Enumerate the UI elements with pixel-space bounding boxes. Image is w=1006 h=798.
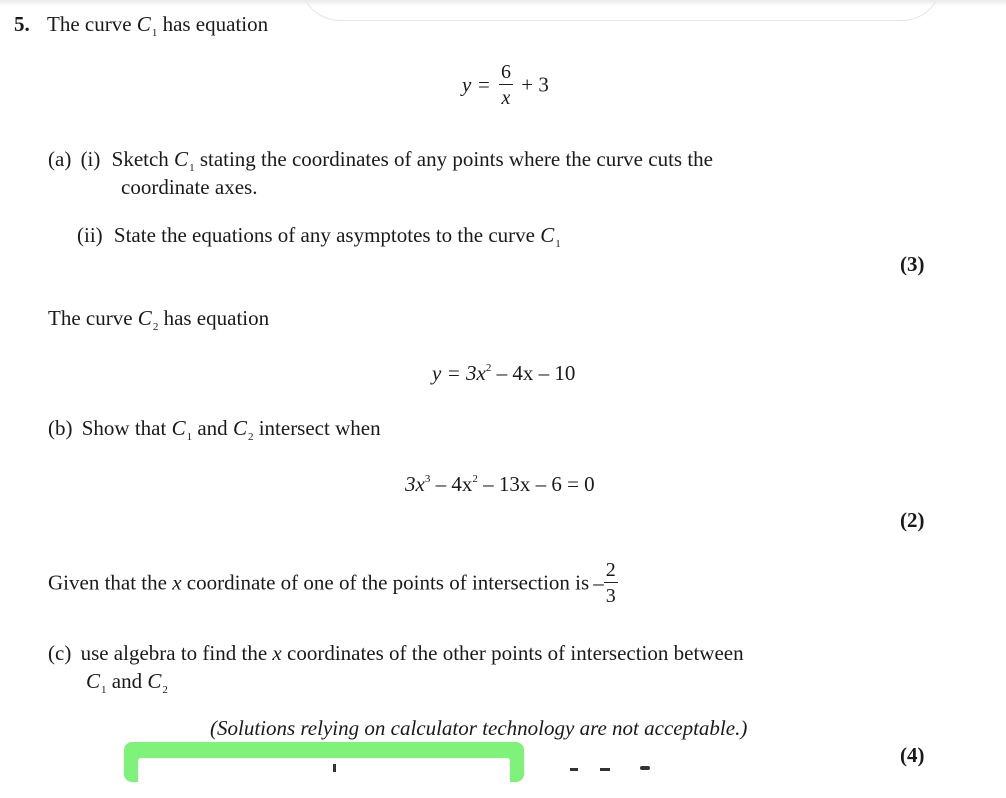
curve-symbol: C [136, 12, 151, 36]
eq2-lhs: y = 3x [432, 361, 486, 385]
top-overlay-shape [300, 0, 942, 21]
part-b-post: intersect when [258, 416, 381, 440]
curve-symbol: C [232, 416, 247, 440]
handwriting-stroke [333, 764, 336, 772]
part-a-ii [77, 223, 561, 250]
part-c-x: x [272, 641, 282, 665]
part-c-pre: use algebra to find the [80, 641, 268, 665]
question-header [14, 12, 268, 39]
part-a-ii-label: (ii) [77, 223, 103, 247]
c2-intro-text: The curve [48, 306, 133, 330]
eq1-lhs: y = [462, 72, 491, 97]
given-denominator: 3 [605, 585, 616, 607]
equation-cubic [405, 472, 595, 497]
part-a-label: (a) [48, 147, 72, 171]
handwriting-stroke [640, 766, 650, 770]
eq3-exp2: 2 [472, 473, 478, 485]
eq1-tail: + 3 [521, 72, 549, 97]
curve-symbol: C [174, 147, 189, 171]
eq1-denominator: x [501, 87, 511, 109]
answer-box-inner[interactable] [138, 758, 510, 798]
handwriting-stroke [600, 768, 610, 771]
given-numerator: 2 [605, 559, 616, 581]
curve-subscript: 1 [189, 162, 195, 174]
given-statement [48, 560, 621, 606]
equation-c2 [432, 361, 575, 386]
eq1-numerator: 6 [501, 61, 511, 83]
curve-symbol: C [171, 416, 186, 440]
eq1-fraction [499, 62, 513, 108]
curve-subscript: 2 [152, 321, 159, 333]
curve-symbol: C [137, 306, 152, 330]
part-c-label: (c) [48, 641, 72, 665]
curve-subscript: 1 [151, 27, 158, 39]
and-text: and [111, 669, 143, 693]
intro-text: The curve [47, 12, 132, 36]
part-a-ii-text: State the equations of any asymptotes to the curve [113, 223, 535, 247]
given-x: x [172, 570, 182, 595]
curve-subscript: 2 [162, 684, 168, 696]
and-text: and [197, 416, 228, 440]
curve-subscript: 2 [247, 431, 254, 443]
curve-symbol: C [540, 223, 555, 247]
curve-symbol: C [86, 669, 101, 693]
has-equation-text: has equation [162, 12, 269, 36]
part-c-line2 [86, 669, 168, 696]
given-sign: – [593, 570, 604, 595]
given-pre: Given that the [48, 570, 167, 595]
handwriting-stroke [570, 768, 578, 771]
curve-subscript: 1 [186, 431, 193, 443]
eq3-term1: 3x [405, 472, 425, 496]
mark-a: (3) [900, 252, 925, 276]
part-b-label: (b) [48, 416, 73, 440]
eq2-tail: – 4x – 10 [496, 361, 576, 385]
part-c [48, 641, 744, 666]
eq2-exponent: 2 [485, 362, 492, 374]
question-number: 5. [14, 12, 30, 36]
eq3-exp1: 3 [424, 473, 431, 485]
curve-symbol: C [147, 669, 162, 693]
eq3-term3: – 13x – 6 = 0 [477, 472, 595, 496]
given-post: coordinate of one of the points of intersection is [186, 570, 590, 595]
part-c-post: coordinates of the other points of intersection between [287, 641, 744, 665]
answer-box-overlay[interactable] [124, 742, 524, 782]
part-b [48, 416, 381, 443]
calculator-note: (Solutions relying on calculator technology are not acceptable.) [210, 716, 748, 740]
equation-c1 [462, 62, 549, 108]
part-a-i-text: stating the coordinates of any points where the curve cuts the [199, 147, 713, 171]
mark-b: (2) [900, 508, 925, 532]
has-equation-text: has equation [163, 306, 270, 330]
part-a-i-text-line2: coordinate axes. [121, 175, 258, 199]
mark-c: (4) [900, 743, 925, 767]
eq3-term2: – 4x [430, 472, 473, 496]
part-a-i [48, 147, 713, 174]
part-b-pre: Show that [81, 416, 167, 440]
c2-intro [48, 306, 269, 333]
curve-subscript: 1 [101, 684, 107, 696]
sketch-text: Sketch [111, 147, 169, 171]
given-fraction [604, 560, 618, 606]
curve-subscript: 1 [555, 238, 561, 250]
part-a-i-label: (i) [80, 147, 101, 171]
